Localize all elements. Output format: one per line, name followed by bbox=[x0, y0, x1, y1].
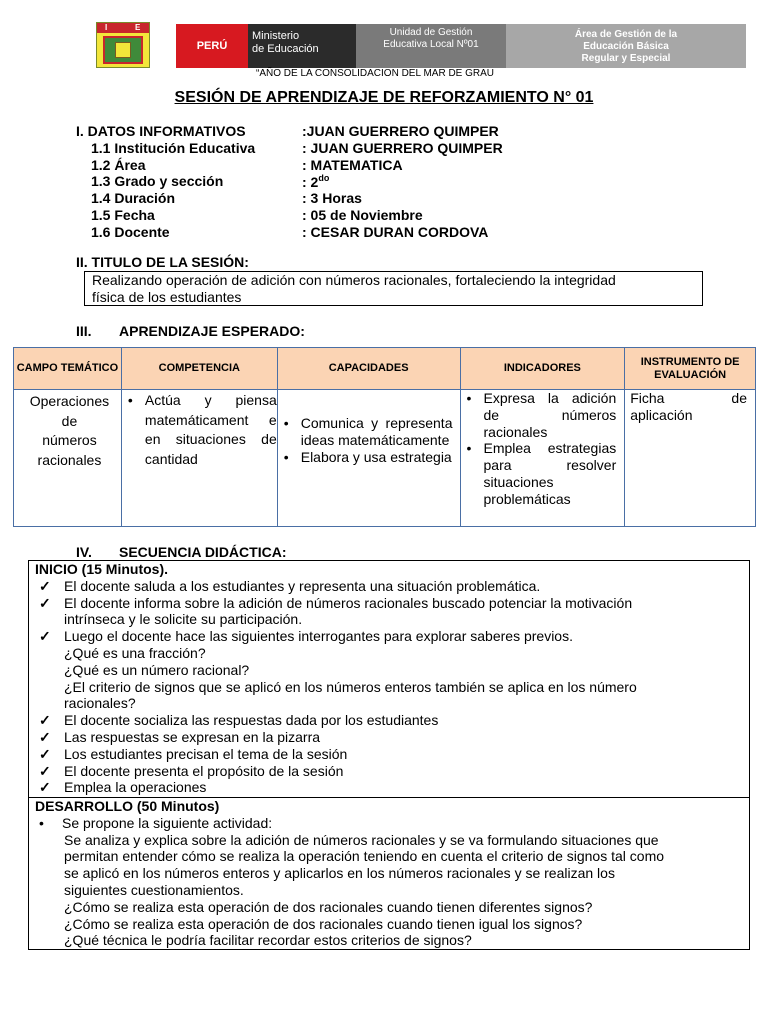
check-icon: ✓ bbox=[39, 779, 51, 796]
secuencia-box bbox=[28, 560, 750, 950]
list-item: racionales? bbox=[64, 695, 136, 712]
check-icon: ✓ bbox=[39, 577, 51, 594]
aprendizaje-table bbox=[13, 347, 756, 527]
list-item: • Comunica y representa ideas matemáticamente bbox=[278, 415, 453, 449]
titulo-sesion-heading: II. TITULO DE LA SESIÓN: bbox=[76, 254, 249, 270]
list-item: • Expresa la adición de números racionales bbox=[461, 390, 617, 440]
aprendizaje-num: III. bbox=[76, 323, 92, 339]
ugel-banner: Unidad de Gestión Educativa Local Nº01 bbox=[356, 24, 506, 68]
list-item: ✓ Los estudiantes precisan el tema de la sesión bbox=[39, 745, 348, 762]
check-icon: ✓ bbox=[39, 762, 51, 779]
list-item: ✓ El docente presenta el propósito de la sesión bbox=[39, 762, 344, 779]
list-item: • Se propone la siguiente actividad: bbox=[35, 815, 745, 832]
table-row bbox=[14, 390, 756, 527]
list-item: • Elabora y usa estrategia bbox=[278, 449, 453, 466]
area-banner: Área de Gestión de la Educación Básica Regular y Especial bbox=[506, 24, 746, 68]
check-icon: ✓ bbox=[39, 745, 51, 762]
list-item: ✓ Las respuestas se expresan en la pizarra bbox=[39, 728, 321, 745]
desarrollo-title: DESARROLLO (50 Minutos) bbox=[35, 798, 220, 814]
check-icon: ✓ bbox=[39, 712, 51, 729]
list-item: ¿Cómo se realiza esta operación de dos racionales cuando tienen diferentes signos? bbox=[64, 898, 593, 915]
secuencia-heading: SECUENCIA DIDÁCTICA: bbox=[119, 544, 287, 560]
capacidades-cell bbox=[277, 390, 460, 527]
check-icon: ✓ bbox=[39, 594, 51, 611]
secuencia-num: IV. bbox=[76, 544, 92, 560]
col-instrumento: INSTRUMENTO DE EVALUACIÓN bbox=[625, 348, 756, 390]
list-item: • Actúa y piensa matemáticament e en situaciones de cantidad bbox=[122, 391, 277, 469]
list-item: ✓ El docente socializa las respuestas dada por los estudiantes bbox=[39, 712, 439, 729]
col-competencia: COMPETENCIA bbox=[121, 348, 277, 390]
list-item: ✓ El docente informa sobre la adición de números racionales buscado potenciar la motivación bbox=[39, 594, 633, 611]
list-item: ¿Cómo se realiza esta operación de dos racionales cuando tienen igual los signos? bbox=[64, 915, 583, 932]
datos-heading: I. DATOS INFORMATIVOS bbox=[76, 123, 246, 139]
document-title: SESIÓN DE APRENDIZAJE DE REFORZAMIENTO N° 01 bbox=[174, 89, 594, 106]
aprendizaje-heading: APRENDIZAJE ESPERADO: bbox=[119, 323, 305, 339]
instrumento-cell: Ficha de aplicación bbox=[625, 390, 756, 527]
school-logo bbox=[96, 22, 150, 68]
competencia-cell bbox=[121, 390, 277, 527]
col-indicadores: INDICADORES bbox=[460, 348, 625, 390]
list-item: intrínseca y le solicite su participación. bbox=[64, 611, 303, 628]
inicio-section bbox=[35, 561, 745, 796]
peru-banner: PERÚ bbox=[176, 24, 248, 68]
ministerio-banner: Ministerio de Educación bbox=[248, 24, 356, 68]
indicadores-cell bbox=[460, 390, 625, 527]
list-item: ✓ Emplea la operaciones bbox=[39, 779, 207, 796]
logo-letter-i: I bbox=[105, 23, 108, 32]
desarrollo-section bbox=[35, 798, 745, 949]
list-item: ¿Qué es una fracción? bbox=[64, 644, 206, 661]
check-icon: ✓ bbox=[39, 628, 51, 645]
list-item: se aplicó en los números enteros y aplicarlos en los números racionales y se realizan los bbox=[64, 865, 615, 882]
list-item: ¿Qué es un número racional? bbox=[64, 661, 250, 678]
campo-cell: Operaciones de números racionales bbox=[14, 390, 122, 527]
col-campo: CAMPO TEMÁTICO bbox=[14, 348, 122, 390]
year-line: “AÑO DE LA CONSOLIDACION DEL MAR DE GRAU bbox=[256, 68, 495, 79]
list-item: ✓ Luego el docente hace las siguientes interrogantes para explorar saberes previos. bbox=[39, 628, 573, 645]
list-item: permitan entender cómo se realiza la operación teniendo en cuenta el criterio de signos tal como bbox=[64, 848, 665, 865]
col-capacidades: CAPACIDADES bbox=[277, 348, 460, 390]
datos-heading-value: :JUAN GUERRERO QUIMPER bbox=[302, 123, 499, 139]
titulo-sesion-box: Realizando operación de adición con números racionales, fortaleciendo la integridad física de los estudiantes bbox=[84, 271, 703, 306]
list-item: ¿El criterio de signos que se aplicó en los números enteros también se aplica en los número bbox=[64, 678, 637, 695]
list-item: ✓ El docente saluda a los estudiantes y representa una situación problemática. bbox=[39, 577, 541, 594]
list-item: • Emplea estrategias para resolver situaciones problemáticas bbox=[461, 440, 617, 507]
logo-letter-e: E bbox=[135, 23, 141, 32]
inicio-title: INICIO (15 Minutos). bbox=[35, 561, 168, 577]
check-icon: ✓ bbox=[39, 728, 51, 745]
list-item: siguientes cuestionamientos. bbox=[64, 881, 244, 898]
list-item: ¿Qué técnica le podría facilitar recordar estos criterios de signos? bbox=[64, 932, 472, 949]
list-item: Se analiza y explica sobre la adición de números racionales y se va formulando situaciones que bbox=[64, 831, 659, 848]
